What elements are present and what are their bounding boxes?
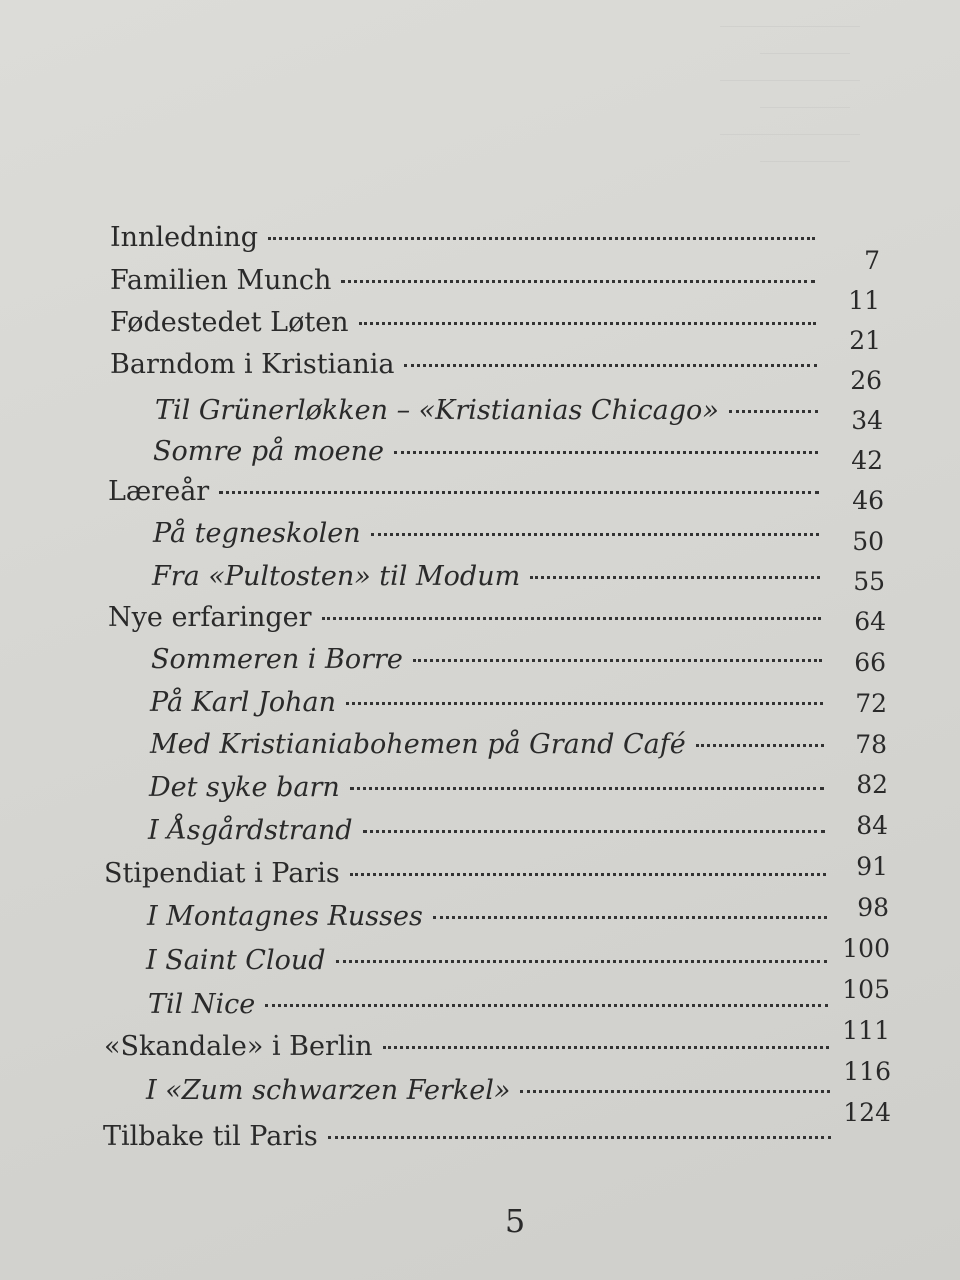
dot-leader (359, 322, 816, 325)
toc-entry-title: Fra «Pultosten» til Modum (152, 561, 521, 592)
toc-page-number: 66 (854, 648, 886, 677)
toc-page-number: 26 (850, 366, 882, 395)
toc-page-number: 84 (856, 811, 888, 840)
toc-page-number: 46 (852, 486, 884, 515)
toc-page-number: 21 (849, 326, 881, 355)
toc-page-number: 105 (842, 975, 890, 1004)
dot-leader (350, 873, 826, 876)
toc-entry (110, 307, 816, 347)
toc-page-number: 111 (842, 1016, 890, 1045)
toc-page-number: 78 (855, 730, 887, 759)
dot-leader (371, 533, 819, 536)
dot-leader (520, 1090, 830, 1093)
dot-leader (265, 1004, 828, 1007)
toc-entry (104, 858, 826, 898)
dot-leader (404, 364, 817, 367)
dot-leader (219, 491, 819, 494)
toc-entry (150, 687, 823, 727)
toc-entry-title: Tilbake til Paris (103, 1121, 318, 1152)
toc-page-number: 42 (851, 446, 883, 475)
toc-page-number: 34 (851, 406, 883, 435)
dot-leader (413, 659, 822, 662)
toc-entry-title: I Saint Cloud (146, 945, 326, 976)
toc-entry-title: Med Kristianiabohemen på Grand Café (150, 729, 686, 760)
toc-entry (153, 518, 819, 558)
dot-leader (341, 280, 815, 283)
toc-entry-title: Til Nice (148, 989, 256, 1020)
toc-entry (155, 395, 818, 435)
dot-leader (322, 617, 821, 620)
toc-page-number: 91 (856, 852, 888, 881)
toc-entry (148, 815, 825, 855)
toc-entry (153, 436, 818, 476)
toc-page-number: 124 (843, 1098, 891, 1127)
toc-entry-title: Barndom i Kristiania (110, 349, 395, 380)
toc-entry (148, 989, 828, 1029)
toc-entry (146, 945, 827, 985)
toc-entry-title: På tegneskolen (153, 518, 361, 549)
dot-leader (696, 744, 824, 747)
toc-entry-title: I Montagnes Russes (147, 901, 423, 932)
toc-entry (152, 561, 820, 601)
toc-page-number: 98 (857, 893, 889, 922)
toc-page-number: 72 (855, 689, 887, 718)
toc-entry-title: I «Zum schwarzen Ferkel» (146, 1075, 511, 1106)
dot-leader (328, 1136, 831, 1139)
toc-entry (108, 602, 821, 642)
toc-page-number: 50 (852, 527, 884, 556)
dot-leader (363, 830, 825, 833)
toc-entry-title: Fødestedet Løten (110, 307, 349, 338)
toc-entry-title: Det syke barn (149, 772, 340, 803)
toc-entry (108, 476, 819, 516)
toc-page-number: 116 (843, 1057, 891, 1086)
dot-leader (268, 237, 815, 240)
toc-entry-title: Læreår (108, 476, 210, 507)
toc-entry (104, 1031, 829, 1071)
toc-entry-title: Familien Munch (110, 265, 332, 296)
dot-leader (394, 451, 818, 454)
toc-entry-title: Somre på moene (153, 436, 384, 467)
dot-leader (433, 916, 827, 919)
toc-page-number: 11 (848, 286, 880, 315)
dot-leader (530, 576, 820, 579)
toc-entry (110, 265, 815, 305)
toc-page-number: 82 (856, 770, 888, 799)
toc-entry (151, 644, 822, 684)
toc-page-number: 100 (842, 934, 890, 963)
toc-entry (103, 1121, 831, 1161)
dot-leader (729, 410, 818, 413)
toc-entry-title: Nye erfaringer (108, 602, 312, 633)
toc-entry (110, 222, 815, 262)
toc-entry-title: På Karl Johan (150, 687, 336, 718)
dot-leader (346, 702, 823, 705)
toc-entry-title: Innledning (110, 222, 259, 253)
toc-page-number: 7 (864, 246, 880, 275)
page-number: 5 (504, 1202, 526, 1240)
toc-entry (147, 901, 827, 941)
toc-entry-title: Til Grünerløkken – «Kristianias Chicago» (155, 395, 719, 426)
toc-page-number: 64 (854, 607, 886, 636)
toc-entry (150, 729, 824, 769)
toc-entry-title: Sommeren i Borre (151, 644, 403, 675)
toc-entry (149, 772, 824, 812)
toc-entry-title: «Skandale» i Berlin (104, 1031, 373, 1062)
toc-entry (146, 1075, 830, 1115)
dot-leader (383, 1046, 829, 1049)
toc-entry-title: Stipendiat i Paris (104, 858, 340, 889)
dot-leader (336, 960, 827, 963)
toc-entry-title: I Åsgårdstrand (148, 815, 353, 846)
dot-leader (350, 787, 824, 790)
toc-page-number: 55 (853, 567, 885, 596)
toc-entry (110, 349, 817, 389)
